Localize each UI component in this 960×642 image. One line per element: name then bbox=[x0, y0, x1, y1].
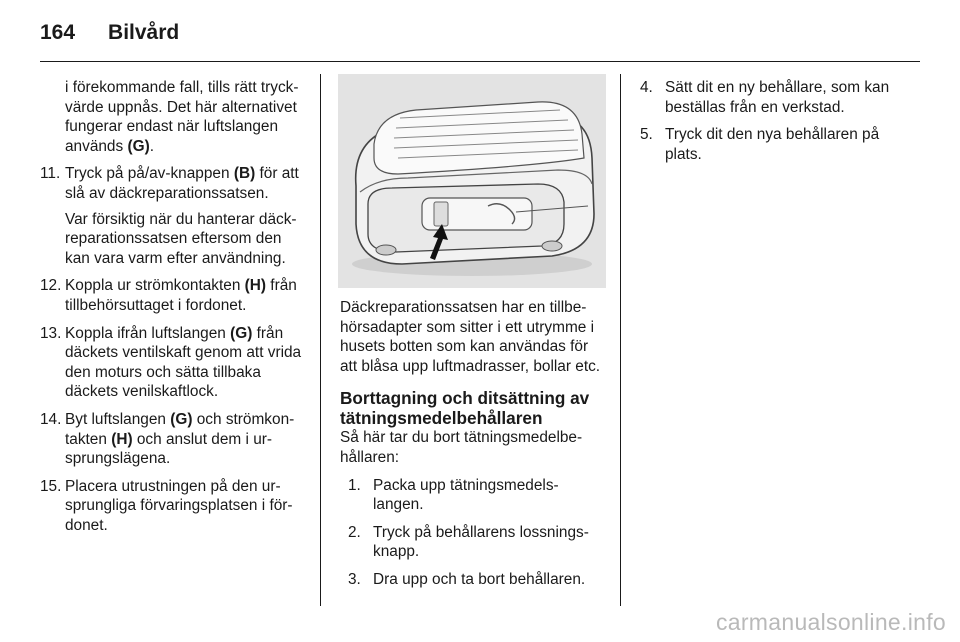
tire-repair-kit-illustration bbox=[338, 74, 606, 288]
section-heading: Borttagning och ditsättning av tätningsmedelbehållaren bbox=[340, 388, 590, 429]
list-item: 15. Placera utrustningen på den ur-sprungliga förvaringsplatsen i för-donet. bbox=[40, 477, 293, 534]
list-item: 5. Tryck dit den nya behållaren på plats. bbox=[640, 126, 880, 163]
header-divider bbox=[40, 61, 920, 62]
list-item-note: Var försiktig när du hanterar däck-reparationssatsen eftersom den kan vara varm efter användning. bbox=[65, 210, 297, 267]
list-item: 4. Sätt dit en ny behållare, som kan beställas från en verkstad. bbox=[640, 79, 890, 116]
column-left bbox=[40, 78, 308, 543]
continued-paragraph: i förekommande fall, tills rätt tryck-värde uppnås. Det här alternativet fungerar endast när luftslangen används (G). bbox=[65, 79, 299, 155]
column-divider-1 bbox=[320, 74, 321, 606]
removal-steps-list bbox=[340, 476, 606, 590]
figure-caption: Däckreparationssatsen har en tillbe-hörsadapter som sitter i ett utrymme i husets botten som kan användas för att blåsa upp luftmadrasser, bollar etc. bbox=[340, 299, 601, 375]
list-item: 14. Byt luftslangen (G) och strömkon-takten (H) och anslut dem i ur-sprungslägena. bbox=[40, 410, 295, 468]
watermark: carmanualsonline.info bbox=[715, 609, 946, 635]
list-item: 2. Tryck på behållarens lossnings-knapp. bbox=[348, 523, 589, 561]
steps-list bbox=[40, 164, 308, 535]
page-header bbox=[40, 18, 179, 48]
page-number: 164 bbox=[40, 21, 76, 44]
column-divider-2 bbox=[620, 74, 621, 606]
section-intro: Så här tar du bort tätningsmedelbe-hållaren: bbox=[340, 429, 583, 466]
list-item: 3. Dra upp och ta bort behållaren. bbox=[348, 570, 586, 588]
list-item: 13. Koppla ifrån luftslangen (G) från däckets ventilskaft genom att vrida den moturs och sätta tillbaka däckets venilskaftlock. bbox=[40, 324, 302, 401]
column-right bbox=[640, 78, 902, 172]
list-item: 12. Koppla ur strömkontakten (H) från tillbehörsuttaget i fordonet. bbox=[40, 277, 297, 314]
list-item: 1. Packa upp tätningsmedels-langen. bbox=[348, 476, 559, 514]
list-item: 11. Tryck på på/av-knappen (B) för att slå av däckreparationssatsen. Var försiktig när du hanterar däck-reparationssatsen eftersom den kan vara varm efter användning. bbox=[40, 164, 308, 268]
ref-g: (G) bbox=[127, 137, 150, 155]
page-title: Bilvård bbox=[108, 21, 180, 44]
install-steps-list bbox=[640, 78, 902, 164]
tire-repair-kit-icon bbox=[338, 74, 606, 288]
column-middle bbox=[340, 298, 606, 598]
